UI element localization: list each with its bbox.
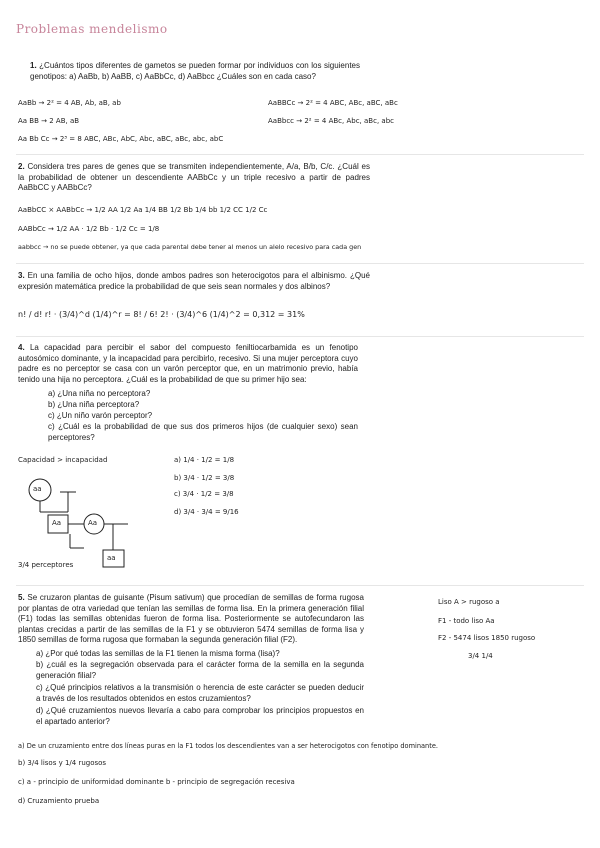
note-5-f2: F2 - 5474 lisos 1850 rugoso [438, 634, 536, 642]
answer-1e: AaBbcc → 2² = 4 ABc, Abc, aBc, abc [268, 117, 394, 125]
pedigree-label-daughter: aa [107, 554, 116, 562]
question-3-text: En una familia de ocho hijos, donde ambos padres son heterocigotos para el albinismo. ¿Qué expresión matemática predice la probabilidad de que seis sean normales y dos albinos? [18, 271, 370, 291]
question-5b: b) ¿cuál es la segregación observada para el carácter forma de la semilla en la segunda generación filial? [36, 660, 364, 680]
question-4b: b) ¿Una niña perceptora? [48, 400, 140, 409]
question-4-text: La capacidad para percibir el sabor del compuesto feniltiocarbamida es un fenotipo autosómico dominante, y la incapacidad para percibirlo, recesivo. Si una mujer perceptora cuyo padre es no perceptor se casa con un varón perceptor que, en un matrimonio previo, había tenido una hija no perceptora. ¿Cuál es la probabilidad de que su primer hijo sea: [18, 343, 358, 384]
pedigree-label-woman: Aa [52, 519, 62, 527]
pedigree-label-grandfather: aa [33, 485, 42, 493]
question-5-number: 5. [18, 593, 25, 602]
pedigree-label-man: Aa [88, 519, 98, 527]
note-5-dominance: Liso A > rugoso a [438, 598, 500, 606]
answer-4-dominance: Capacidad > incapacidad [18, 456, 108, 464]
note-5-f1: F1 - todo liso Aa [438, 617, 495, 625]
answer-5b: b) 3/4 lisos y 1/4 rugosos [18, 759, 107, 767]
question-5d: d) ¿Qué cruzamientos nuevos llevaría a cabo para comprobar los principios propuestos en el apartado anterior? [36, 706, 364, 726]
divider [16, 585, 584, 586]
answer-4-summary: 3/4 perceptores [18, 561, 74, 569]
question-3-number: 3. [18, 271, 25, 280]
question-5-text: Se cruzaron plantas de guisante (Pisum sativum) que procedían de semillas de forma rugosa por plantas de otra variedad que tenían las semillas de forma lisa. En la primera generación filial (F1) todas las semillas obtenidas fueron de forma lisa. Posteriormente se autofecundaron las plantas crecidas a partir de las semillas de la F1 y se obtuvieron 5474 semillas de forma lisa y 1850 semillas de forma rugosa que formaban la segunda generación filial (F2). [18, 593, 364, 644]
answer-1c: Aa Bb Cc → 2³ = 8 ABC, ABc, AbC, Abc, aBC, aBc, abc, abC [18, 135, 224, 143]
answer-5d: d) Cruzamiento prueba [18, 797, 100, 805]
answer-1a: AaBb → 2² = 4 AB, Ab, aB, ab [18, 99, 121, 107]
note-5-ratio: 3/4 1/4 [468, 652, 493, 660]
question-1-text: ¿Cuántos tipos diferentes de gametos se pueden formar por individuos con los siguientes genotipos: a) AaBb, b) AaBB, c) AaBbCc, d) AaBbcc ¿Cuáles son en cada caso? [30, 61, 360, 81]
answer-4b: b) 3/4 · 1/2 = 3/8 [174, 474, 235, 482]
question-4d: c) ¿Cuál es la probabilidad de que sus dos primeros hijos (de cualquier sexo) sean perceptores? [48, 422, 358, 442]
answer-2-line1: AaBbCC × AABbCc → 1/2 AA 1/2 Aa 1/4 BB 1/2 Bb 1/4 bb 1/2 CC 1/2 Cc [18, 206, 268, 214]
answer-1d: AaBBCc → 2² = 4 ABC, ABc, aBC, aBc [268, 99, 398, 107]
question-2-number: 2. [18, 162, 25, 171]
question-4-number: 4. [18, 343, 25, 352]
answer-3-formula: n! / d! r! · (3/4)^d (1/4)^r = 8! / 6! 2! · (3/4)^6 (1/4)^2 = 0,312 = 31% [18, 310, 305, 319]
question-5 [18, 593, 364, 646]
page-title: Problemas mendelismo [16, 22, 168, 36]
answer-4a: a) 1/4 · 1/2 = 1/8 [174, 456, 235, 464]
question-5a: a) ¿Por qué todas las semillas de la F1 tienen la misma forma (lisa)? [36, 649, 280, 658]
answer-5c: c) a - principio de uniformidad dominante b - principio de segregación recesiva [18, 778, 295, 786]
answer-2-line2: AABbCc → 1/2 AA · 1/2 Bb · 1/2 Cc = 1/8 [18, 225, 160, 233]
answer-4c: c) 3/4 · 1/2 = 3/8 [174, 490, 234, 498]
question-4c: c) ¿Un niño varón perceptor? [48, 411, 153, 420]
answer-1b: Aa BB → 2 AB, aB [18, 117, 80, 125]
question-2-text: Considera tres pares de genes que se transmiten independientemente, A/a, B/b, C/c. ¿Cuál es la probabilidad de obtener un descendiente AABbCc y un triple recesivo a partir de padres AaBbCC y AABbCc? [18, 162, 370, 192]
answer-5a: a) De un cruzamiento entre dos líneas puras en la F1 todos los descendientes van a ser heterocigotos con fenotipo dominante. [18, 742, 438, 750]
question-1-number: 1. [30, 61, 37, 70]
question-4a: a) ¿Una niña no perceptora? [48, 389, 151, 398]
answer-4d: d) 3/4 · 3/4 = 9/16 [174, 508, 239, 516]
answer-2-line3: aabbcc → no se puede obtener, ya que cada parental debe tener al menos un alelo recesivo para cada gen [18, 243, 362, 251]
question-5c: c) ¿Qué principios relativos a la transmisión o herencia de este carácter se pueden deducir a través de los resultados obtenidos en estos cruzamientos? [36, 683, 364, 703]
